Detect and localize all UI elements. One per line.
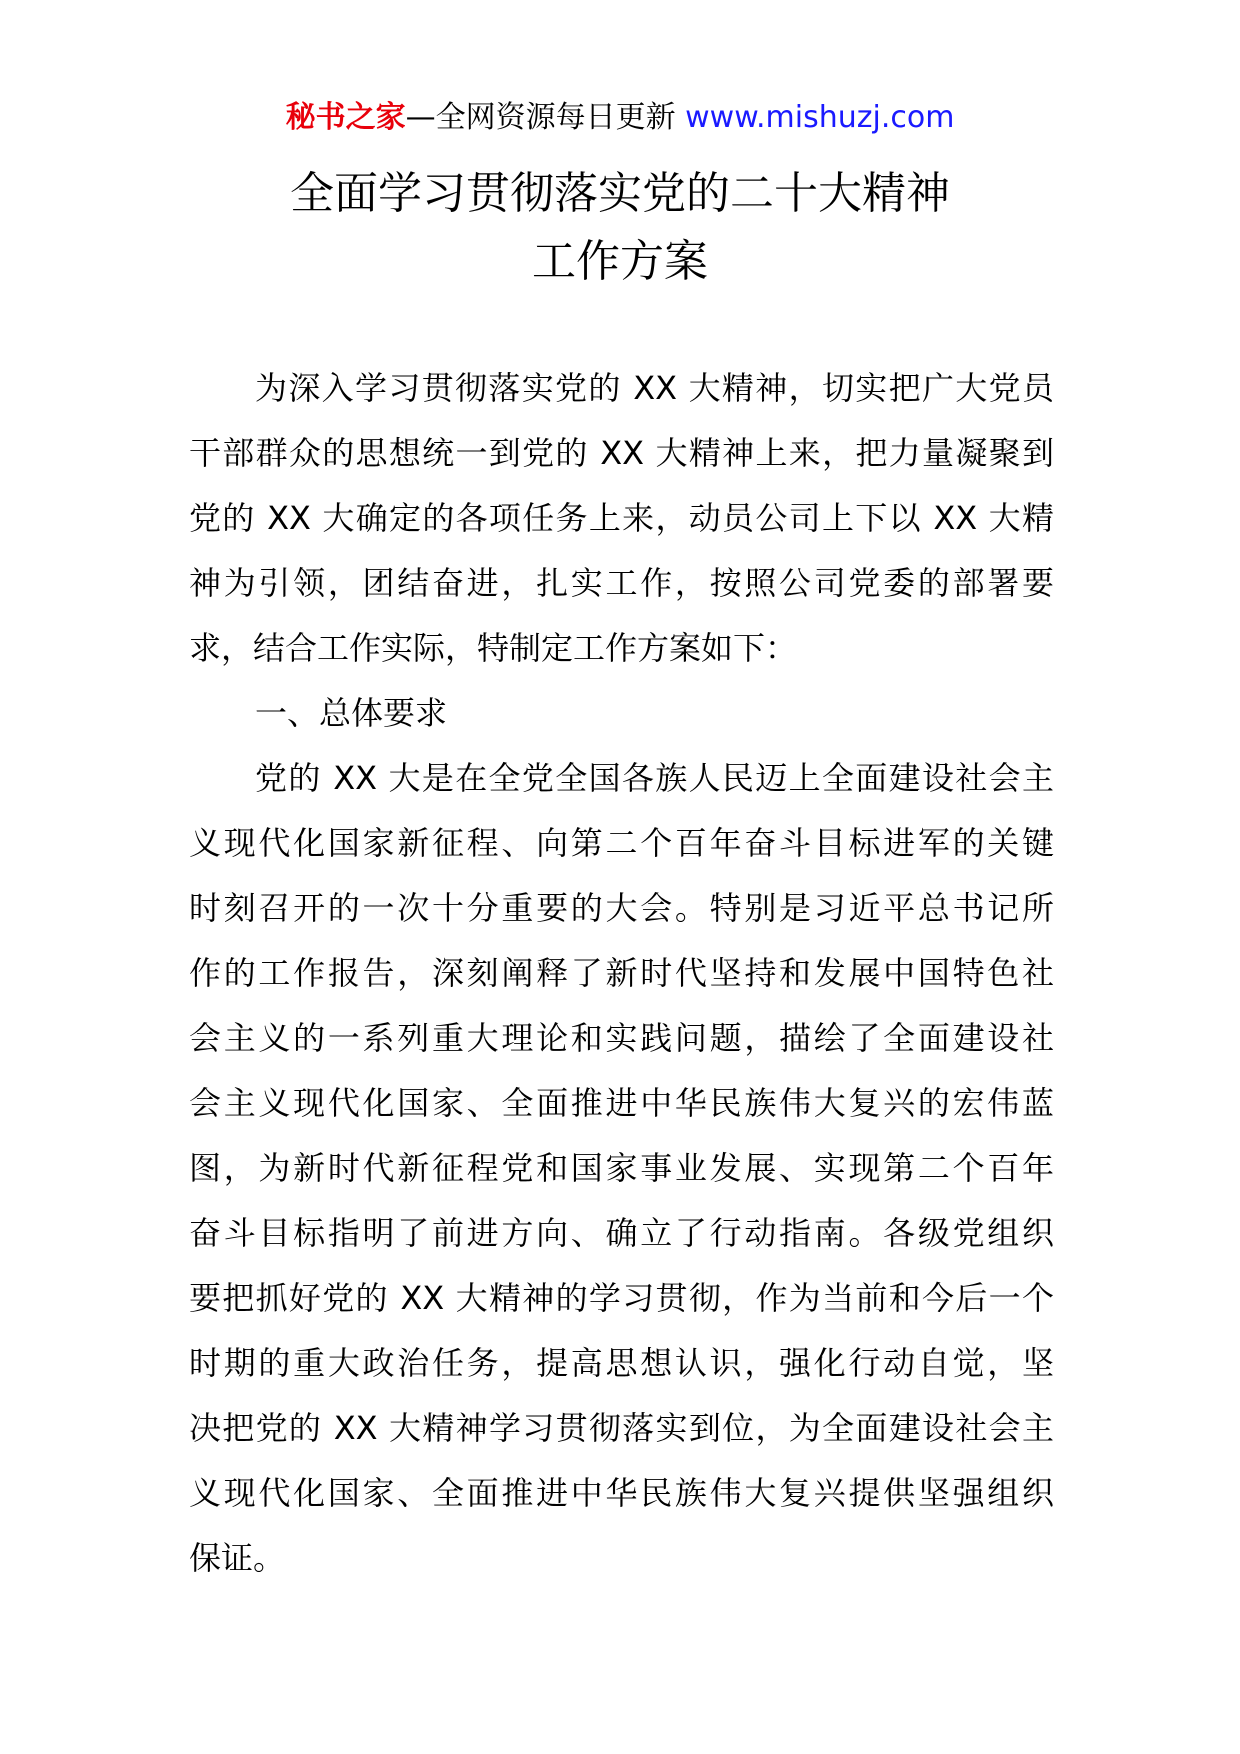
document-title-line-2: 工作方案	[532, 236, 708, 287]
paragraph-line: 会主义现代化国家、全面推进中华民族伟大复兴的宏伟蓝	[189, 1084, 1054, 1122]
paragraph-line: 作的工作报告，深刻阐释了新时代坚持和发展中国特色社	[189, 954, 1054, 992]
paragraph-line: 为深入学习贯彻落实党的 XX 大精神，切实把广大党员	[255, 369, 1054, 407]
document-title-line-1: 全面学习贯彻落实党的二十大精神	[290, 168, 950, 219]
section-paragraph	[189, 746, 1054, 1591]
paragraph-line: 决把党的 XX 大精神学习贯彻落实到位，为全面建设社会主	[189, 1409, 1054, 1447]
paragraph-line: 会主义的一系列重大理论和实践问题，描绘了全面建设社	[189, 1019, 1054, 1057]
paragraph-line: 党的 XX 大确定的各项任务上来，动员公司上下以 XX 大精	[189, 499, 1054, 537]
paragraph-line: 保证。	[189, 1539, 286, 1577]
watermark-header	[0, 98, 1240, 138]
paragraph-line: 时刻召开的一次十分重要的大会。特别是习近平总书记所	[189, 889, 1054, 927]
paragraph-line: 求，结合工作实际，特制定工作方案如下：	[189, 629, 798, 667]
paragraph-line: 义现代化国家新征程、向第二个百年奋斗目标进军的关键	[189, 824, 1054, 862]
paragraph-line: 图，为新时代新征程党和国家事业发展、实现第二个百年	[189, 1149, 1054, 1187]
paragraph-line: 时期的重大政治任务，提高思想认识，强化行动自觉，坚	[189, 1344, 1054, 1382]
paragraph-line: 要把抓好党的 XX 大精神的学习贯彻，作为当前和今后一个	[189, 1279, 1054, 1317]
paragraph-line: 奋斗目标指明了前进方向、确立了行动指南。各级党组织	[189, 1214, 1054, 1252]
paragraph-line: 义现代化国家、全面推进中华民族伟大复兴提供坚强组织	[189, 1474, 1054, 1512]
section-heading: 一、总体要求	[255, 694, 448, 732]
paragraph-line: 干部群众的思想统一到党的 XX 大精神上来，把力量凝聚到	[189, 434, 1054, 472]
brand-name: 秘书之家	[285, 100, 406, 135]
intro-paragraph	[189, 356, 1054, 681]
document-body	[189, 356, 1054, 1591]
paragraph-line: 党的 XX 大是在全党全国各族人民迈上全面建设社会主	[255, 759, 1054, 797]
brand-tagline: —全网资源每日更新	[405, 100, 676, 135]
brand-url[interactable]: www.mishuzj.com	[685, 100, 955, 135]
paragraph-line: 神为引领，团结奋进，扎实工作，按照公司党委的部署要	[189, 564, 1054, 602]
